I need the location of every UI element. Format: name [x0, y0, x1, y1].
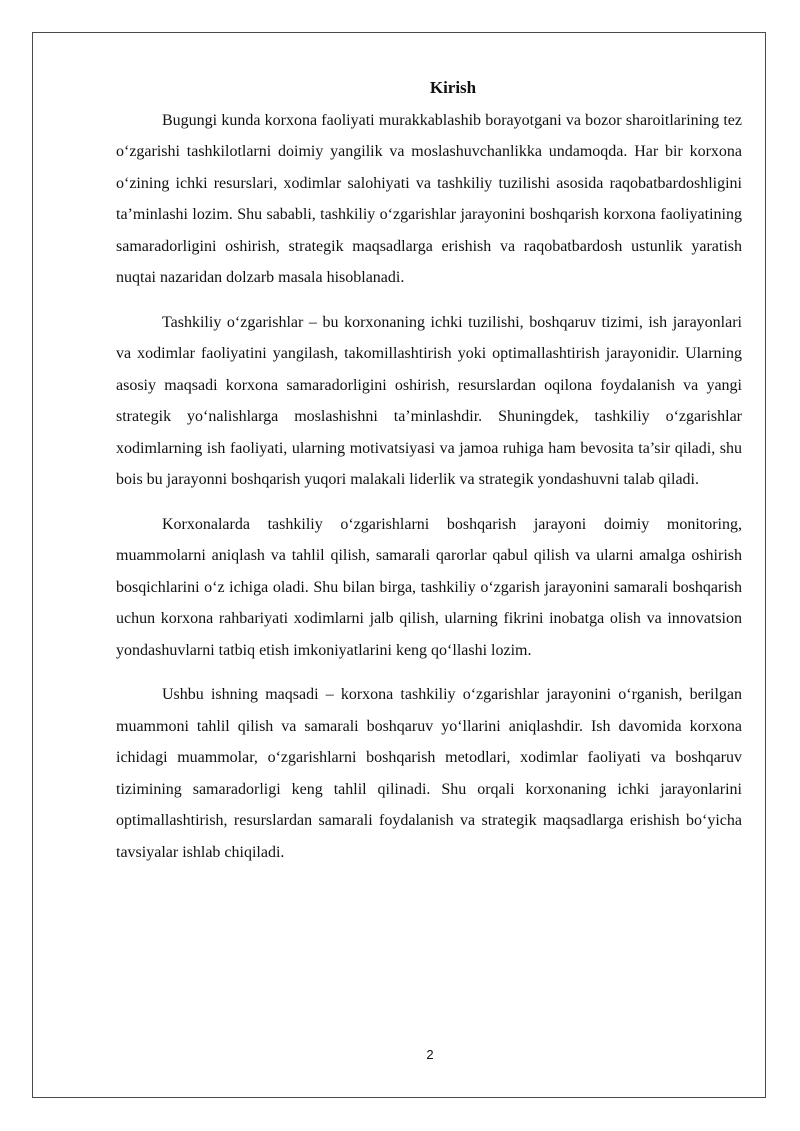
- paragraph-4: Ushbu ishning maqsadi – korxona tashkiliy o‘zgarishlar jarayonini o‘rganish, berilgan muammoni tahlil qilish va samarali boshqaruv yo‘llarini aniqlashdir. Ish davomida korxona ichidagi muammolar, o‘zgarishlarni boshqarish metodlari, xodimlar faoliyati va boshqaruv tizimining samaradorligi keng tahlil qilinadi. Shu orqali korxonaning ichki jarayonlarini optimallashtirish, resurslardan samarali foydalanish va strategik maqsadlarga erishish bo‘yicha tavsiyalar ishlab chiqiladi.: [116, 686, 742, 861]
- section-heading: Kirish: [429, 78, 477, 97]
- paragraph-2: Tashkiliy o‘zgarishlar – bu korxonaning ichki tuzilishi, boshqaruv tizimi, ish jarayonlari va xodimlar faoliyatini yangilash, takomillashtirish yoki optimallashtirish jarayonidir. Ularning asosiy maqsadi korxona samaradorligini oshirish, resurslardan oqilona foydalanish va yangi strategik yo‘nalishlarga moslashishni ta’minlashdir. Shuningdek, tashkiliy o‘zgarishlar xodimlarning ish faoliyati, ularning motivatsiyasi va jamoa ruhiga ham bevosita ta’sir qiladi, shu bois bu jarayonni boshqarish yuqori malakali liderlik va strategik yondashuvni talab qiladi.: [116, 313, 742, 488]
- page-number: 2: [426, 1047, 434, 1062]
- paragraph-1: Bugungi kunda korxona faoliyati murakkablashib borayotgani va bozor sharoitlarining tez o‘zgarishi tashkilotlarni doimiy yangilik va moslashuvchanlikka undamoqda. Har bir korxona o‘zining ichki resurslari, xodimlar salohiyati va tashkiliy tuzilishi asosida raqobatbardoshligini ta’minlashi lozim. Shu sababli, tashkiliy o‘zgarishlar jarayonini boshqarish korxona faoliyatining samaradorligini oshirish, strategik maqsadlarga erishish va raqobatbardosh ustunlik yaratish nuqtai nazaridan dolzarb masala hisoblanadi.: [116, 111, 742, 286]
- document-body: [116, 72, 742, 881]
- paragraph-3: Korxonalarda tashkiliy o‘zgarishlarni boshqarish jarayoni doimiy monitoring, muammolarni aniqlash va tahlil qilish, samarali qarorlar qabul qilish va ularni amalga oshirish bosqichlarini o‘z ichiga oladi. Shu bilan birga, tashkiliy o‘zgarish jarayonini samarali boshqarish uchun korxona rahbariyati xodimlarni jalb qilish, ularning fikrini inobatga olish va innovatsion yondashuvlarni tatbiq etish imkoniyatlarini keng qo‘llashi lozim.: [116, 515, 742, 659]
